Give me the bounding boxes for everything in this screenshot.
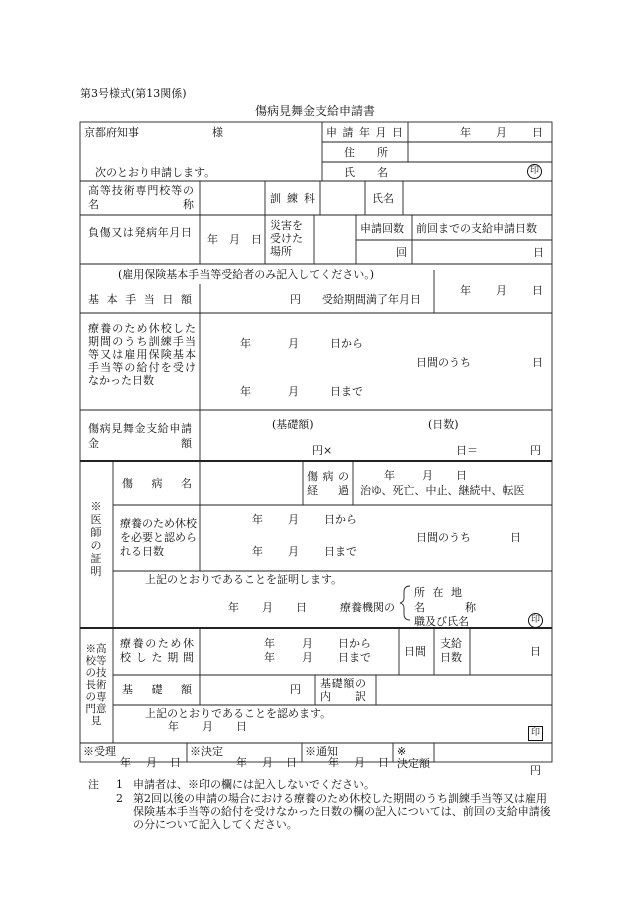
location-label: 所在地 [414,586,462,599]
leave-until-suffix: 日まで [330,385,363,398]
address-label: 住 所 [344,146,388,159]
received-day: 日 [170,756,181,769]
addressee: 京都府知事 [84,126,139,139]
progress-label: 傷病の経過 [307,470,349,497]
application-date-label: 申請年月日 [326,126,403,139]
certification-month: 月 [262,601,273,614]
acknowledge-month: 月 [202,720,213,733]
trainee-name-label: 氏名 [372,192,394,205]
application-date-year: 年 [460,126,471,139]
received-label: ※受理 [83,745,116,758]
leave-days-label: 療養のため休校した期間のうち訓練手当等又は雇用保険基本手当等の給付を受けなかった日数 [88,322,196,387]
principal-section-label: ※高校等の技長術の専門意見 [85,643,107,727]
base-amount-label: (基礎額) [272,418,314,431]
position-name-label: 職及び氏名 [414,615,469,628]
application-date-day: 日 [532,126,543,139]
acknowledge-day: 日 [236,720,247,733]
benefit-end-month: 月 [496,284,507,297]
previous-days-label: 前回までの支給申請日数 [416,222,537,235]
progress-year: 年 [384,469,395,482]
notified-month: 月 [354,756,365,769]
disease-name-label: 傷病名 [122,477,192,490]
claim-amount-yen: 円 [530,444,541,457]
application-count-label: 申請回数 [360,222,404,235]
decided-amount-mark: ※ [397,745,407,758]
application-date-month: 月 [496,126,507,139]
decided-year: 年 [236,756,247,769]
claim-days-label: (日数) [428,418,459,431]
medical-until-year: 年 [252,545,263,558]
leave-from-month: 月 [288,337,299,350]
leave-until-month: 月 [288,385,299,398]
notes-prefix: 注 [88,778,99,791]
period-from-month: 月 [302,637,313,650]
application-count-unit: 回 [396,246,407,259]
base-amount-yen: 円 [290,683,301,696]
payment-days-label: 支給日数 [440,637,462,664]
benefit-end-label: 受給期間満了年月日 [322,293,421,306]
claim-amount-label: 傷病見舞金支給申請金額 [88,422,192,450]
acknowledge-year: 年 [168,720,179,733]
outcome-options: 治ゆ、死亡、中止、継続中、転医 [360,484,525,497]
received-month: 月 [146,756,157,769]
principal-seal-icon: 印 [528,726,543,741]
facility-name-label: 名称 [414,601,476,614]
received-year: 年 [120,756,131,769]
incident-place-label: 災害を受けた場所 [270,219,303,258]
period-until-suffix: 日まで [338,651,371,664]
note-1-number: 1 [116,778,123,791]
training-course-label: 訓練科 [270,192,315,205]
decided-amount-yen: 円 [530,764,541,777]
doctor-section-label: ※医師の証明 [90,500,102,578]
leave-day-unit: 日 [532,356,543,369]
notified-day: 日 [378,756,389,769]
medical-day-unit: 日 [510,531,521,544]
applicant-seal-icon: 印 [527,164,542,179]
decided-month: 月 [262,756,273,769]
institution-label: 療養機関の [340,601,395,614]
payment-days-unit: 日 [530,645,541,658]
progress-month: 月 [422,469,433,482]
onset-date-value: 年 月 日 [207,233,262,246]
school-name-label: 高等技術専門校等の名称 [88,184,194,211]
medical-from-year: 年 [252,513,263,526]
period-days-label: 日間 [404,645,426,658]
leave-days-within: 日間のうち [416,356,471,369]
daily-amount-label: 基本手当日額 [88,293,192,306]
acknowledge-text: 上記のとおりであることを認めます。 [145,707,332,720]
basic-allowance-note: (雇用保険基本手当等受給者のみ記入してください。) [118,268,375,281]
medical-from-suffix: 日から [324,513,357,526]
leave-from-suffix: 日から [330,337,363,350]
period-from-suffix: 日から [338,637,371,650]
notified-year: 年 [328,756,339,769]
medical-until-suffix: 日まで [324,545,357,558]
notified-label: ※通知 [305,745,338,758]
request-text: 次のとおり申請します。 [95,166,216,179]
base-breakdown-label: 基礎額の内訳 [320,677,366,703]
benefit-end-year: 年 [460,284,471,297]
certification-day: 日 [296,601,307,614]
note-2-number: 2 [116,792,123,805]
period-from-year: 年 [264,637,275,650]
daily-amount-yen: 円 [290,293,301,306]
medical-days-within: 日間のうち [416,531,471,544]
note-1: 申請者は、※印の欄には記入しないでください。 [133,778,375,791]
form-number: 第3号様式(第13関係) [80,87,187,100]
yen-times: 円× [312,444,333,457]
progress-day: 日 [456,469,467,482]
decided-day: 日 [286,756,297,769]
medical-days-label: 療養のため休校を必要と認められる日数 [120,517,197,558]
medical-until-month: 月 [288,545,299,558]
leave-until-year: 年 [240,385,251,398]
leave-period-label: 療養のため休校した期間 [120,637,194,664]
addressee-honorific: 様 [212,126,223,139]
previous-days-unit: 日 [533,246,544,259]
benefit-end-day: 日 [532,284,543,297]
note-2: 第2回以後の申請の場合における療養のため休校した期間のうち訓練手当等又は雇用保険基本手当等の給付を受けなかった日数の欄の記入については、前回の支給申請後の分について記入してください。 [133,792,551,831]
decided-amount-label: 決定額 [397,757,430,770]
decided-label: ※決定 [190,745,223,758]
medical-from-month: 月 [288,513,299,526]
doctor-certification-text: 上記のとおりであることを証明します。 [145,573,343,586]
days-equals: 日＝ [456,444,478,457]
doctor-seal-icon: 印 [528,613,543,628]
name-label: 氏 名 [344,166,388,179]
period-until-month: 月 [302,651,313,664]
form-title: 傷病見舞金支給申請書 [255,104,376,118]
onset-date-label: 負傷又は発病年月日 [88,226,192,239]
period-until-year: 年 [264,651,275,664]
leave-from-year: 年 [240,337,251,350]
certification-year: 年 [228,601,239,614]
base-amount-field-label: 基礎額 [122,683,192,696]
